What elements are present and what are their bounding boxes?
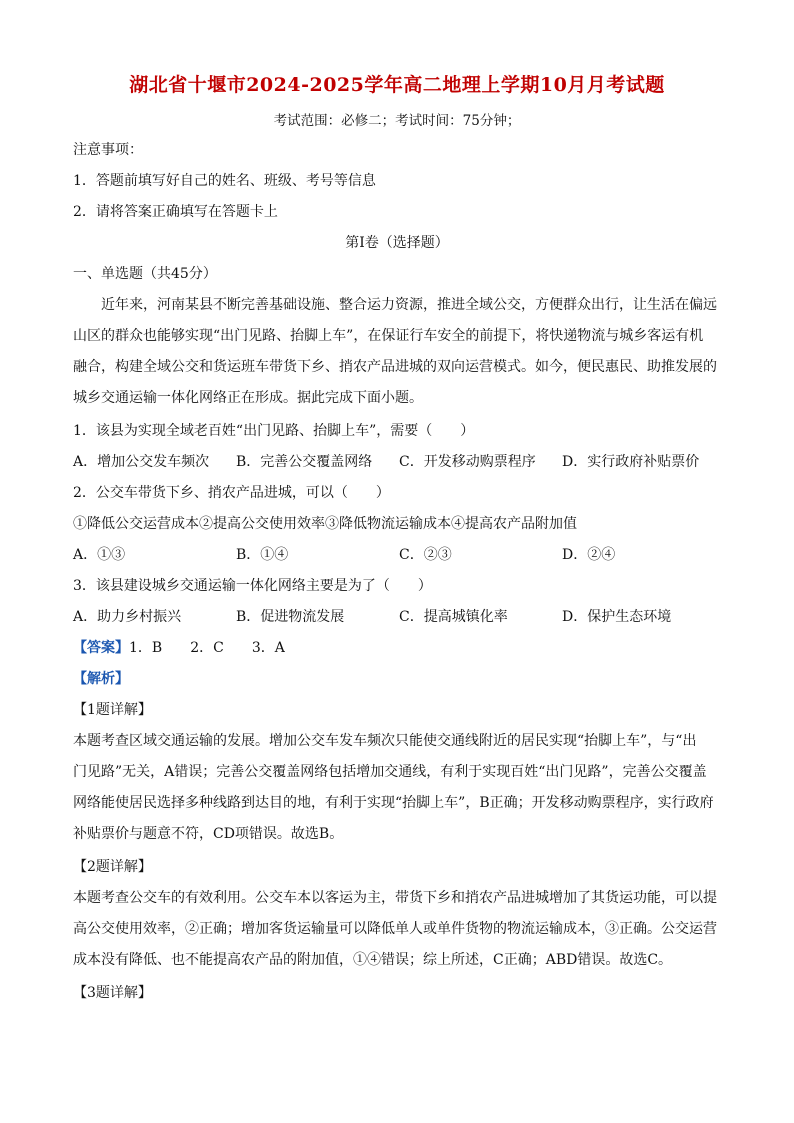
option-b: B．促进物流发展 <box>236 609 345 625</box>
notice-item: 1．答题前填写好自己的姓名、班级、考号等信息 <box>73 173 376 189</box>
question-1-stem: 1．该县为实现全域老百姓“出门见路、抬脚上车”，需要（ ） <box>73 423 475 439</box>
question-1-options <box>73 452 721 472</box>
answer-line <box>73 638 721 658</box>
question-2-options <box>73 545 721 565</box>
option-a: A．①③ <box>73 547 126 563</box>
exam-info: 考试范围：必修二；考试时间：75分钟； <box>273 113 521 129</box>
detail-line: 高公交使用效率，②正确；增加客货运输量可以降低单人或单件货物的物流运输成本，③正确。公交运营 <box>73 921 717 937</box>
option-a: A．助力乡村振兴 <box>73 609 182 625</box>
answer-text: 1．B 2．C 3．A <box>129 640 285 656</box>
question-2-choices: ①降低公交运营成本②提高公交使用效率③降低物流运输成本④提高农产品附加值 <box>73 516 577 532</box>
option-d: D．②④ <box>562 547 616 563</box>
detail-line: 本题考查公交车的有效利用。公交车本以客运为主，带货下乡和捎农产品进城增加了其货运功能，可以提 <box>73 890 717 906</box>
question-3-stem: 3．该县建设城乡交通运输一体化网络主要是为了（ ） <box>73 578 432 594</box>
detail-1-label: 【1题详解】 <box>73 702 152 718</box>
detail-3-label: 【3题详解】 <box>73 985 152 1001</box>
question-3-options <box>73 607 721 627</box>
option-c: C．开发移动购票程序 <box>399 454 536 470</box>
passage-line: 融合，构建全域公交和货运班车带货下乡、捎农产品进城的双向运营模式。如今，便民惠民、助推发展的 <box>73 359 717 375</box>
detail-line: 本题考查区域交通运输的发展。增加公交车发车频次只能使交通线附近的居民实现“抬脚上车”，与“出 <box>73 733 697 749</box>
volume-heading: 第I卷（选择题） <box>345 235 449 251</box>
detail-2-text <box>73 883 721 976</box>
detail-line: 网络能使居民选择多种线路到达目的地，有利于实现“抬脚上车”，B正确；开发移动购票程序，实行政府 <box>73 795 714 811</box>
detail-line: 门见路”无关，A错误；完善公交覆盖网络包括增加交通线，有利于实现百姓“出门见路”，完善公交覆盖 <box>73 764 707 780</box>
notice-item: 2．请将答案正确填写在答题卡上 <box>73 204 278 220</box>
option-a: A．增加公交发车频次 <box>73 454 210 470</box>
detail-line: 补贴票价与题意不符，CD项错误。故选B。 <box>73 826 344 842</box>
option-d: D．保护生态环境 <box>562 609 672 625</box>
page-title: 湖北省十堰市2024-2025学年高二地理上学期10月月考试题 <box>129 74 665 96</box>
option-b: B．①④ <box>236 547 289 563</box>
question-2-stem: 2．公交车带货下乡、捎农产品进城，可以（ ） <box>73 485 390 501</box>
section-heading: 一、单选题（共45分） <box>73 266 217 282</box>
notice-heading: 注意事项： <box>73 142 143 158</box>
option-d: D．实行政府补贴票价 <box>562 454 700 470</box>
passage-line: 近年来，河南某县不断完善基础设施、整合运力资源，推进全域公交，方便群众出行，让生活在偏远 <box>101 297 717 313</box>
option-c: C．提高城镇化率 <box>399 609 508 625</box>
reading-passage <box>73 290 721 414</box>
detail-2-label: 【2题详解】 <box>73 859 152 875</box>
passage-line: 城乡交通运输一体化网络正在形成。据此完成下面小题。 <box>73 390 423 406</box>
option-b: B．完善公交覆盖网络 <box>236 454 373 470</box>
detail-line: 成本没有降低、也不能提高农产品的附加值，①④错误；综上所述，C正确；ABD错误。故选C。 <box>73 952 673 968</box>
answer-label: 【答案】 <box>73 640 129 656</box>
detail-1-text <box>73 726 721 850</box>
option-c: C．②③ <box>399 547 452 563</box>
passage-line: 山区的群众也能够实现“出门见路、抬脚上车”，在保证行车安全的前提下，将快递物流与城乡客运有机 <box>73 328 704 344</box>
analysis-label: 【解析】 <box>73 671 129 687</box>
